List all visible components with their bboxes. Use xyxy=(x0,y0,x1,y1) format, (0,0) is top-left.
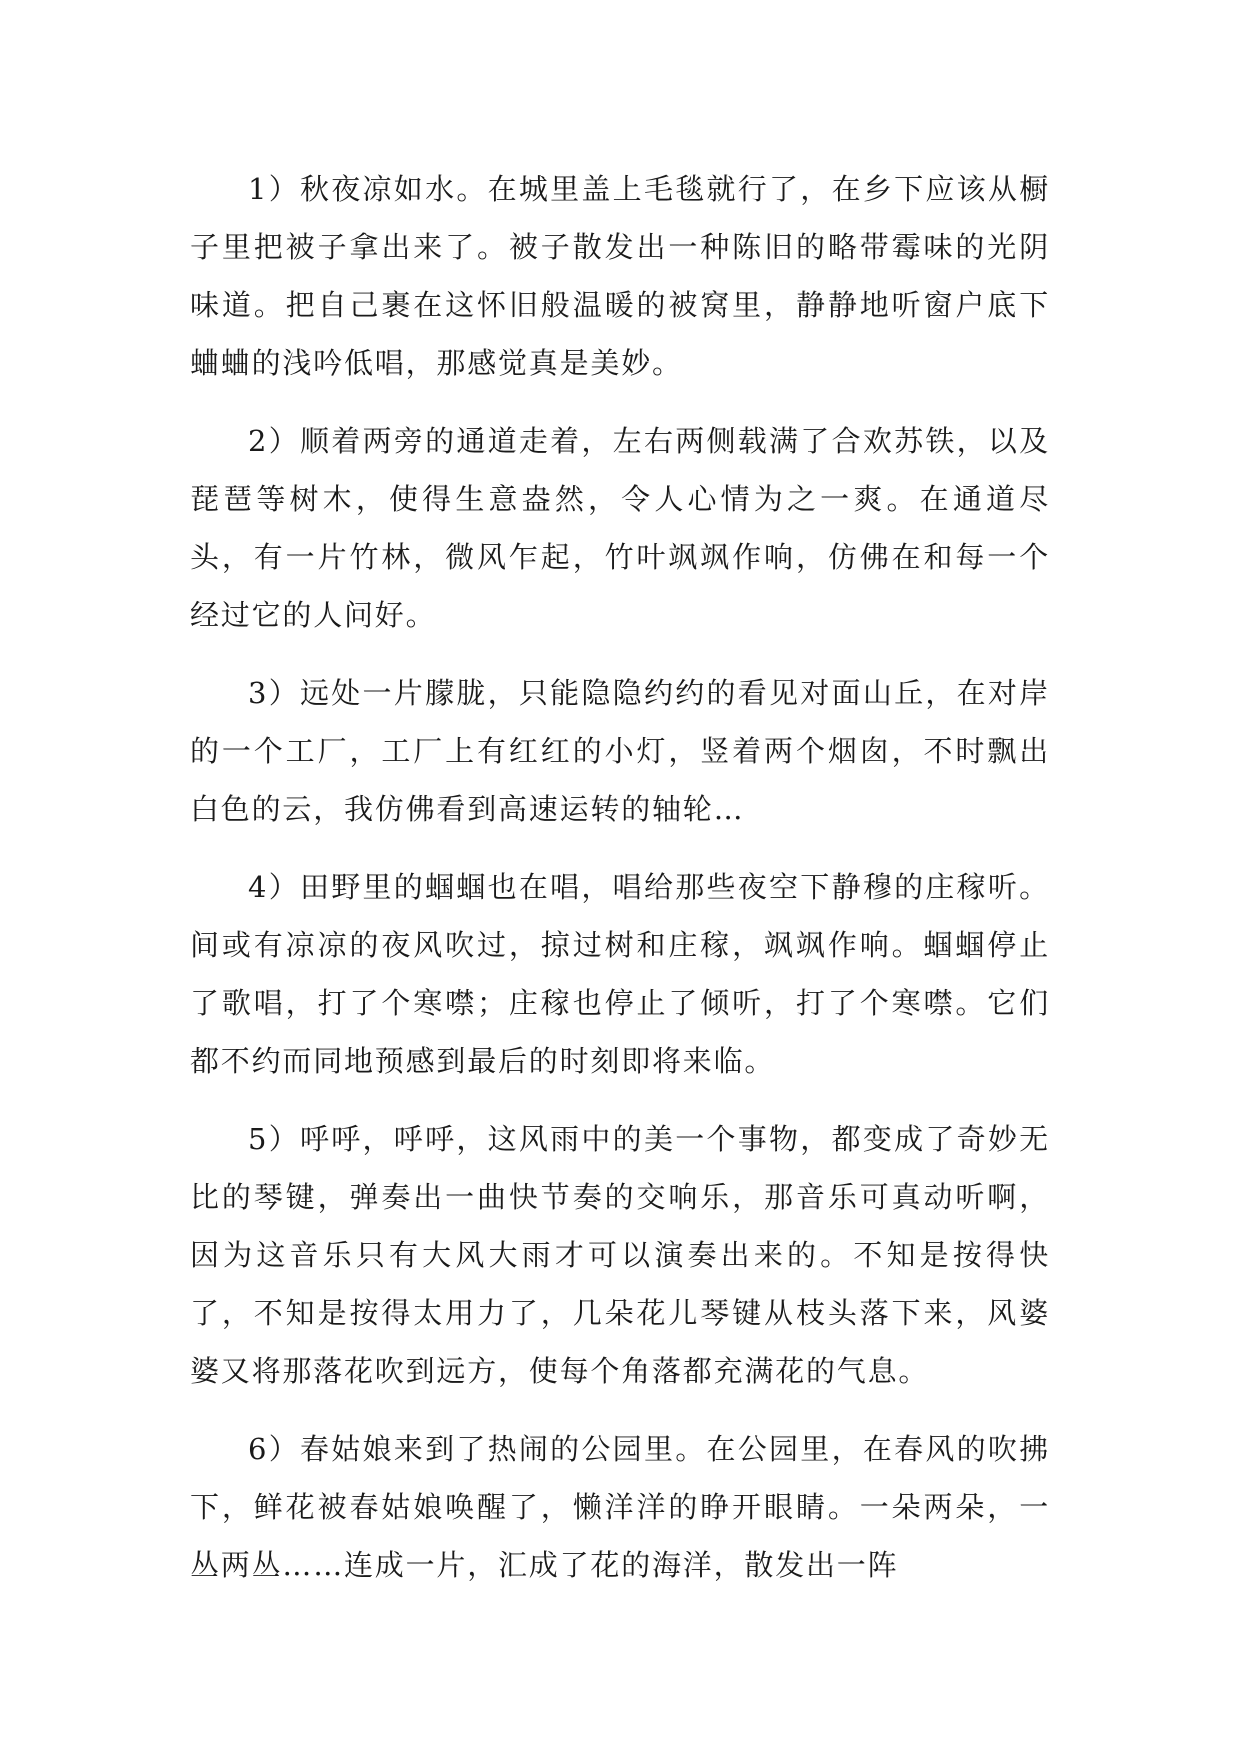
document-page xyxy=(190,160,1050,1614)
paragraph-6: 6）春姑娘来到了热闹的公园里。在公园里，在春风的吹拂下，鲜花被春姑娘唤醒了，懒洋洋的睁开眼睛。一朵两朵，一丛两丛……连成一片，汇成了花的海洋，散发出一阵 xyxy=(190,1432,1050,1582)
paragraph-1: 1）秋夜凉如水。在城里盖上毛毯就行了，在乡下应该从橱子里把被子拿出来了。被子散发出一种陈旧的略带霉味的光阴味道。把自己裹在这怀旧般温暖的被窝里，静静地听窗户底下蛐蛐的浅吟低唱，那感觉真是美妙。 xyxy=(190,172,1050,380)
paragraph-5: 5）呼呼，呼呼，这风雨中的美一个事物，都变成了奇妙无比的琴键，弹奏出一曲快节奏的交响乐，那音乐可真动听啊，因为这音乐只有大风大雨才可以演奏出来的。不知是按得快了，不知是按得太用力了，几朵花儿琴键从枝头落下来，风婆婆又将那落花吹到远方，使每个角落都充满花的气息。 xyxy=(190,1122,1050,1388)
paragraph-3: 3）远处一片朦胧，只能隐隐约约的看见对面山丘，在对岸的一个工厂，工厂上有红红的小灯，竖着两个烟囱，不时飘出白色的云，我仿佛看到高速运转的轴轮… xyxy=(190,676,1050,826)
paragraph-2: 2）顺着两旁的通道走着，左右两侧载满了合欢苏铁，以及琵琶等树木，使得生意盎然，令人心情为之一爽。在通道尽头，有一片竹林，微风乍起，竹叶飒飒作响，仿佛在和每一个经过它的人问好。 xyxy=(190,424,1050,632)
paragraph-4: 4）田野里的蝈蝈也在唱，唱给那些夜空下静穆的庄稼听。间或有凉凉的夜风吹过，掠过树和庄稼，飒飒作响。蝈蝈停止了歌唱，打了个寒噤；庄稼也停止了倾听，打了个寒噤。它们都不约而同地预感到最后的时刻即将来临。 xyxy=(190,870,1050,1078)
